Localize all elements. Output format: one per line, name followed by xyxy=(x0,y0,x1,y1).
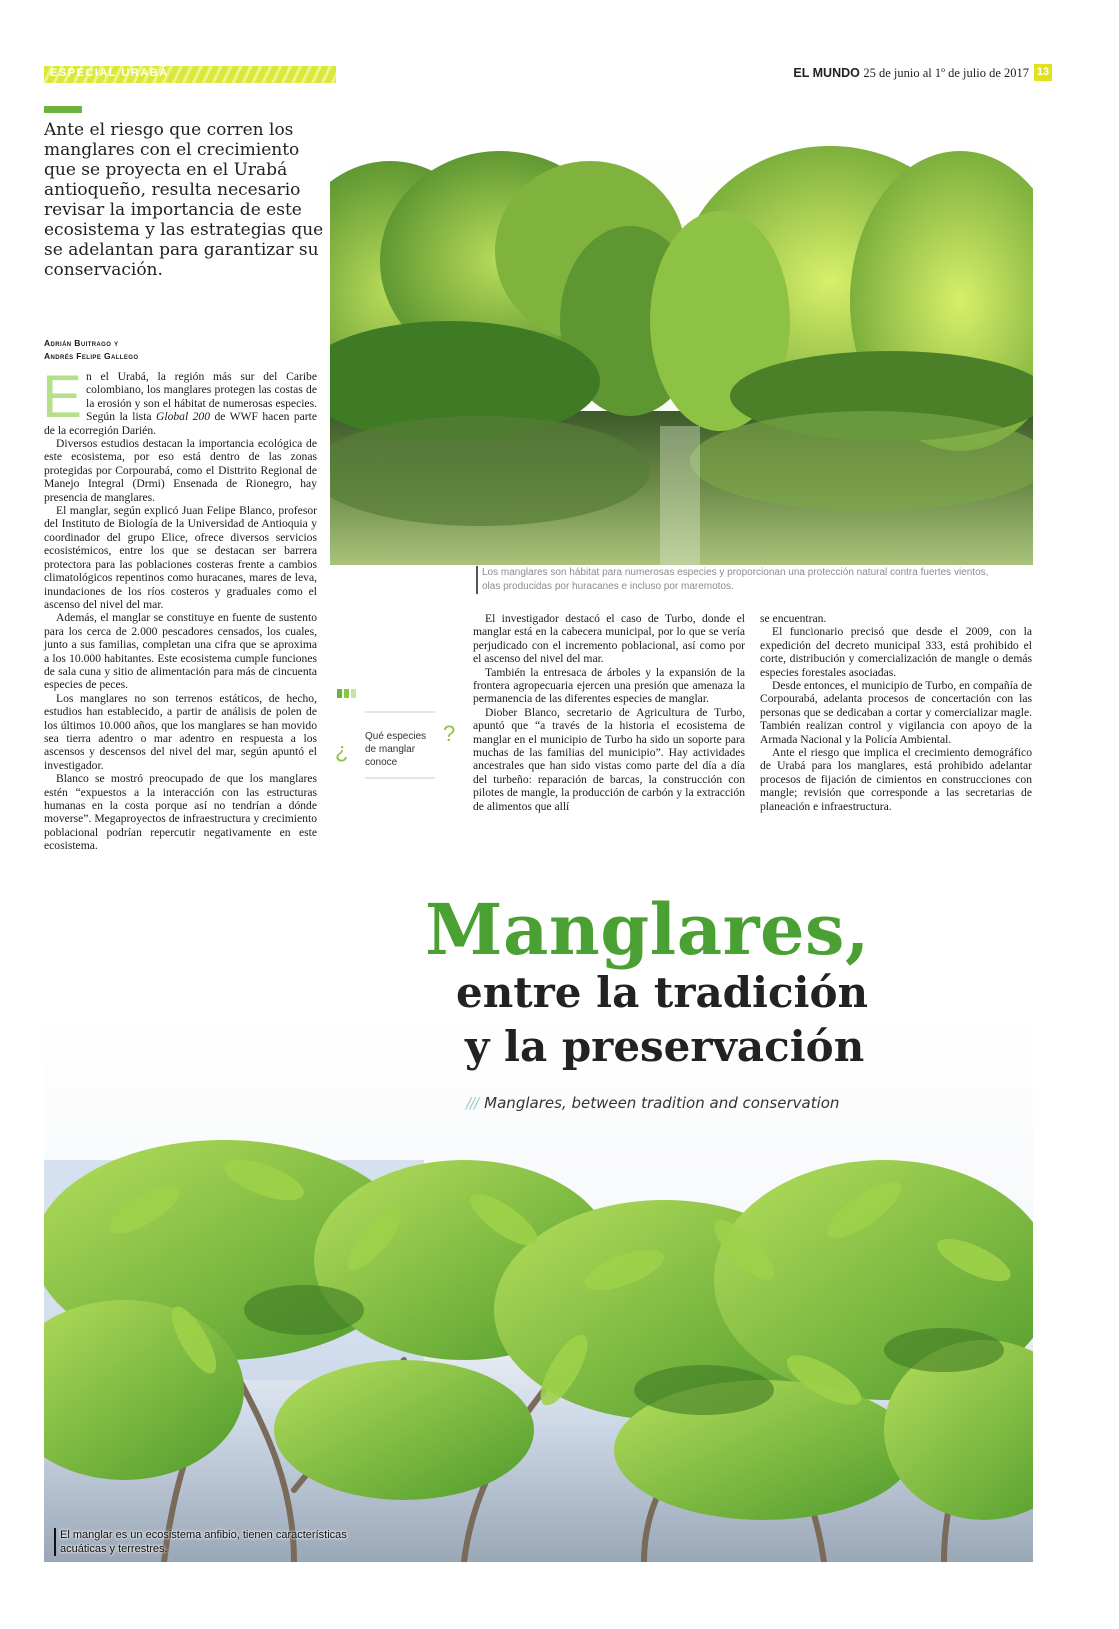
paragraph: Ante el riesgo que implica el crecimiento demográfico de Urabá para los manglares, está prohibido adelantar procesos de fijación de cimientos en construcciones con mangle; revisión que corresponde a las secretarias de planeación e infraestructura. xyxy=(760,746,1032,813)
hero-photo-caption: Los manglares son hábitat para numerosas especies y proporcionan una protección natural contra fuertes vientos, olas producidas por huracanes e incluso por maremotos. xyxy=(476,566,1002,594)
author-2: Andrés Felipe Gallego xyxy=(44,351,139,361)
subtitle-text: Manglares, between tradition and conservation xyxy=(484,1094,840,1112)
paragraph: El investigador destacó el caso de Turbo, donde el manglar está en la cabecera municipal, por lo que se vería perjudicado con el incremento poblacional, así como por el ascenso del nivel del mar. xyxy=(473,612,745,666)
bottom-photo-caption: El manglar es un ecosistema anfibio, tienen características acuáticas y terrestres. xyxy=(54,1528,360,1556)
paragraph-text: n el Urabá, la región más sur del Caribe colombiano, los manglares protegen las costas de la erosión y son el hábitat de numerosas especies. Según la lista xyxy=(86,370,317,424)
article-column-3 xyxy=(760,612,1032,813)
headline-main: Manglares, xyxy=(425,888,870,971)
question-bars xyxy=(337,685,358,703)
paragraph: Diversos estudios destacan la importancia ecológica de este ecosistema, por eso está dentro de las zonas protegidas por Corpourabá, como el Disttrito Regional de Manejo Integral (Drmi) Ensenada de Rionegro, hay presencia de manglares. xyxy=(44,437,317,504)
drop-cap: E xyxy=(42,363,83,430)
question-divider xyxy=(365,777,435,779)
bar-mark xyxy=(337,689,342,698)
question-box xyxy=(335,683,465,793)
question-close-mark: ? xyxy=(443,721,456,746)
page-number: 13 xyxy=(1034,64,1052,81)
paragraph-text: de WWF hacen parte de la ecorregión Darién. xyxy=(44,410,317,437)
issue-date: 25 de junio al 1º de julio de 2017 xyxy=(863,66,1029,80)
masthead xyxy=(793,66,1029,81)
paragraph: Diober Blanco, secretario de Agricultura de Turbo, apuntó que “a través de la historia el ecosistema de manglar en el municipio de Turbo ha sido un soporte para muchas de las familias del municipio”. Hay actividades ancestrales que han sido vistas como parte del día a día del turbeño: reparación de barcas, la construcción con pilotes de mangle, la producción de carbón y la extracción de alimentos que allí xyxy=(473,705,745,813)
question-divider xyxy=(365,711,435,713)
paragraph: Los manglares no son terrenos estáticos, de hecho, estudios han establecido, a partir de análisis de polen de los últimos 10.000 años, que los manglares se han movido sea tierra adentro o mar adentro en respuesta a los ascensos y descensos del nivel del mar, según apuntó el investigador. xyxy=(44,691,317,772)
question-open-mark: ¿ xyxy=(335,738,349,763)
paragraph: se encuentran. xyxy=(760,612,827,625)
mangrove-leaves-photo xyxy=(44,1010,1033,1562)
paragraph: Además, el manglar se constituye en fuente de sustento para los cerca de 2.000 pescadores censados, los cuales, junto a sus familias, completan una cifra que se aproxima a los 10.000 habitantes. Este ecosistema cumple funciones de sala cuna y sitio de alimentación para más de cincuenta especies de peces. xyxy=(44,611,317,692)
byline xyxy=(44,337,138,363)
english-subtitle xyxy=(466,1094,839,1112)
lead-marker xyxy=(44,106,82,113)
lead-paragraph: Ante el riesgo que corren los manglares con el crecimiento que se proyecta en el Urabá antioqueño, resulta necesario revisar la importancia de este ecosistema y las estrategias que se adelantan para garantizar su conservación. xyxy=(44,120,324,280)
headline-line-2: entre la tradición xyxy=(456,968,869,1017)
bar-mark xyxy=(344,689,349,698)
paragraph: También la entresaca de árboles y la expansión de la frontera agropecuaria ejercen una presión que amenaza la permanencia de las diferentes especies de manglar. xyxy=(473,665,745,706)
section-band xyxy=(44,66,336,83)
paragraph: El manglar, según explicó Juan Felipe Blanco, profesor del Instituto de Biología de la Universidad de Antioquia y coordinador del grupo Elice, ofrece diversos servicios ecosistémicos, entre los que se destacan ser barrera protectora para las poblaciones costeras frente a cambios climatológicos repentinos como huracanes, mares de leva, inundaciones de los ríos costeros y graduales como el ascenso del nivel del mar. xyxy=(44,504,317,611)
paragraph: Blanco se mostró preocupado de que los manglares estén “expuestos a la interacción con las estructuras humanas en la costa porque así no tendrían a dónde moverse”. Megaproyectos de infraestructura y crecimiento poblacional podrían repercutir negativamente en este ecosistema. xyxy=(44,772,317,853)
paragraph: El funcionario precisó que desde el 2009, con la expedición del decreto municipal 333, está prohibido el corte, distribución y comercialización de mangle o demás especies forestales asociadas. xyxy=(760,625,1032,679)
author-1: Adrián Buitrago y xyxy=(44,338,119,348)
question-text: Qué especies de manglar conoce xyxy=(365,731,427,768)
article-column-1 xyxy=(42,363,317,853)
subtitle-slashes: /// xyxy=(466,1094,479,1112)
section-label: ESPECIAL URABÁ xyxy=(50,67,169,79)
italic-text: Global 200 xyxy=(155,410,211,424)
headline-line-3: y la preservación xyxy=(465,1022,865,1071)
bar-mark xyxy=(351,689,356,698)
paragraph xyxy=(42,363,317,437)
publication-name: EL MUNDO xyxy=(793,66,860,80)
article-column-2 xyxy=(473,612,745,813)
paragraph: Desde entonces, el municipio de Turbo, en compañía de Corpourabá, adelanta procesos de concertación con las personas que se dedicaban a cortar y comercializar magle. También realizan control y vigilancia con apoyo de la Armada Nacional y la Policía Ambiental. xyxy=(760,679,1032,746)
mangrove-channel-photo xyxy=(330,141,1033,565)
